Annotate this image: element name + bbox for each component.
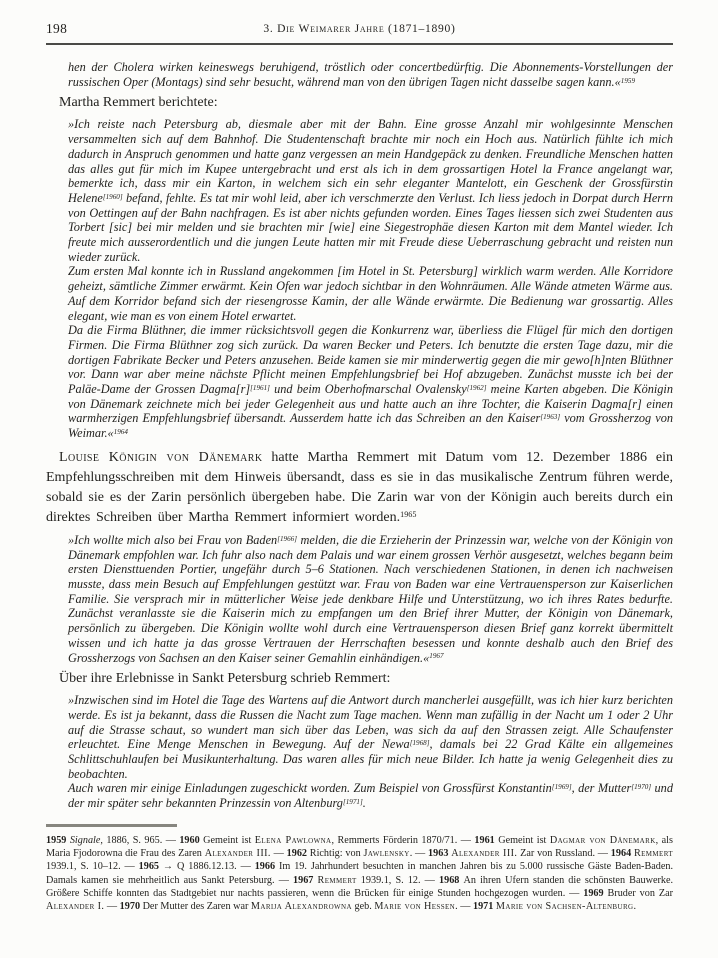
para-martha-berichtete: Martha Remmert berichtete: [59,95,218,111]
footnotes-block: 1959 Signale, 1886, S. 965. — 1960 Gemeint ist Elena Pawlowna, Remmerts Förderin 1870/71. — 1961 Gemeint ist Dagmar von Dänemark, als Maria Fjodorowna die Frau des Zaren Alexander III. — 1962 Richtig: von Jawlensky. — 1963 Alexander III. Zar von Russland. — 1964 Remmert 1939.1, S. 10–12. — 1965 → Q 1886.12.13. — 1966 Im 19. Jahrhundert besuchten in manchen Jahren bis zu 5.000 russische Gäste Baden-Baden. Damals kamen sie mehrheitlich aus Sankt Petersburg. — 1967 Remmert 1939.1, S. 12. — 1968 An ihren Ufern standen die schönsten Bauwerke. Größere Schiffe konnten das Stadtgebiet nur nachts passieren, wenn die Brücken für einige Stunden hochgezogen wurden. — 1969 Bruder von Zar Alexander I. — 1970 Der Mutter des Zaren war Marija Alexandrowna geb. Marie von Hessen. — 1971 Marie von Sachsen-Altenburg. [46,834,674,913]
quote-block-continuation [68,60,673,89]
running-title: 3. Die Weimarer Jahre (1871–1890) [263,22,456,35]
quote-block-erlebnisse [68,693,673,811]
quote-paragraph: Da die Firma Blüthner, die immer rücksichtsvoll gegen die Konkurrenz war, überliess die Flügel für mich den dortigen Firmen. Die Firma Blüthner zog sich zurück. Da waren Becker und Peters. Ich benutzte die ersten Tage dazu, mir die dortigen Fabrikate Becker und Peters anzusehen. Beide kamen sie mir minderwertig gegen die mir gewo[h]nten Blüthner vor. Dann war aber meine nächste Pflicht meinen Empfehlungsbrief bei Hof abzugeben. Zunächst musste ich bei der Paläe-Dame der Grossen Dagma[r][1961] und beim Oberhofmarschal Ovalensky[1962] meine Karten abgeben. Die Königin von Dänemark zeichnete mich bei jeder Gelegenheit aus und hatte auch an ihre Tochter, die Kaiserin Dagma[r] einen warmherzigen Empfehlungsbrief übersandt. Ausserdem hatte ich das Schreiben an den Kaiser[1963] vom Grossherzog von Weimar.«$^{1964}$ [68,323,673,441]
para-louise-koenigin: Louise Königin von Dänemark hatte Martha Remmert mit Datum vom 12. Dezember 1886 ein Empfehlungsschreiben mit dem Hinweis übersandt, dass es sie in das musikalische Zentrum führen werde, sobald sie es der Zarin persönlich übergeben habe. Die Zarin war von der Königin auch bereits durch ein direktes Schreiben über Martha Remmert informiert worden.$^{1965}$ [46,449,673,525]
quote-paragraph: hen der Cholera wirken keineswegs beruhigend, tröstlich oder concertbedürftig. Die Abonnements-Vorstellungen der russischen Oper (Montags) sind sehr besucht, während man von den übrigen Tagen nicht dasselbe sagen kann.«$^{1959}$ [68,60,673,89]
page-number: 198 [46,21,68,36]
footnote-rule [46,824,177,827]
para-erlebnisse: Über ihre Erlebnisse in Sankt Petersburg schrieb Remmert: [59,671,391,687]
quote-paragraph: »Ich reiste nach Petersburg ab, diesmale aber mit der Bahn. Eine grosse Anzahl mir wohlgesinnte Menschen versammelten sich auf dem Bahnhof. Die Studentenschaft brachte mir noch ein Hoch aus. Natürlich fühlte ich mich dadurch in Anspruch genommen und hatte ganz vergessen an mein Handgepäck zu denken. Freundliche Menschen hatten das alles gut für mich im Kupee untergebracht und erst als ich in dem grossartigen Hotel la France angelangt war, bemerkte ich, dass mir ein Karton, in welchem sich ein sehr eleganter Mantelott, ein Geschenk der Grossfürstin Helene[1960] befand, fehlte. Es tat mir wohl leid, aber ich verschmerzte den Verlust. Ich liess jedoch in Dorpat durch Herrn von Oettingen auf der Bahn nachfragen. Es ist aber nichts gefunden worden. Eines Tages liessen sich zwei Studenten aus Torbert [sic] bei mir melden und sie brachten mir [wie] eine Siegestrophäe diesen Karton mit dem Mantel wieder. Ich freute mich ausserordentlich und die jungen Leute hatten mir mit Freude diese Ueberraschung gebracht und reisten nun wieder zurück. [68,117,673,264]
quote-block-petersburg [68,117,673,440]
quote-block-frau-von-baden [68,533,673,665]
page-header [46,20,673,39]
quote-paragraph: »Inzwischen sind im Hotel die Tage des Wartens auf die Antwort durch mancherlei ausgefüllt, was ich hier kurz berichten werde. Es ist ja bekannt, dass die Russen die Nacht zum Tage machen. Wenn man zufällig in der Nacht um 1 oder 2 Uhr auf die Strasse schaut, so wundert man sich über das Leben, was sich da auf den Strassen zeigt. Alle Schaufenster erleuchtet. Eine Menge Menschen in Bewegung. Auf der Newa[1968], damals bei 22 Grad Kälte ein allgemeines Schlittschuhlaufen bei Musikunterhaltung. Das waren alles für mich neue Bilder. Ich hatte ja wenig Gelegenheit dies zu beobachten. [68,693,673,781]
quote-paragraph: Auch waren mir einige Einladungen zugeschickt worden. Zum Beispiel von Grossfürst Konstantin[1969], der Mutter[1970] und der mir später sehr bekannten Prinzessin von Altenburg[1971]. [68,781,673,811]
quote-paragraph: »Ich wollte mich also bei Frau von Baden[1966] melden, die die Erzieherin der Prinzessin war, welche von der Königin von Dänemark empfohlen war. Ich fuhr also nach dem Palais und war einem grossen Verhör ausgesetzt, welches begann beim ersten Diensttuenden Portier, ungefähr durch 5–6 Stationen. Nach verschiedenen Stationen, in denen ich nachweisen musste, dass mein Besuch auf Empfehlungen gestützt war. Frau von Baden war eine Vertrauensperson zur Kaiserlichen Familie. Sie versprach mir in mütterlicher Weise jede denkbare Hilfe und Unterstützung, wo ich ihres Rates bedurfte. Zunächst veranlasste sie die Kaiserin mich zu empfangen um den Brief ihrer Mutter, der Königin von Dänemark, persönlich zu übergeben. Die Königin wollte wohl durch eine Vertrauensperson diesen Brief ganz korrekt übermittelt wissen und ich hatte ja das grosse Vertrauen der Herrschaften besessen und konnte deshalb auch den Brief des Grossherzogs von Sachsen an den Kaiser seiner Gemahlin einhändigen.«$^{1967}$ [68,532,673,665]
header-rule [46,43,673,45]
quote-paragraph: Zum ersten Mal konnte ich in Russland angekommen [im Hotel in St. Petersburg] wirklich warm werden. Alle Korridore geheizt, sämtliche Zimmer erwärmt. Kein Ofen war jedoch sichtbar in den Wohnräumen. Alle Wände atmeten Wärme aus. Auf dem Korridor befand sich der riesengrosse Kamin, der alle Wände erwärmte. Die Bedienung war grossartig. Alles elegant, wie man es von einem Hotel erwartet. [68,264,673,323]
